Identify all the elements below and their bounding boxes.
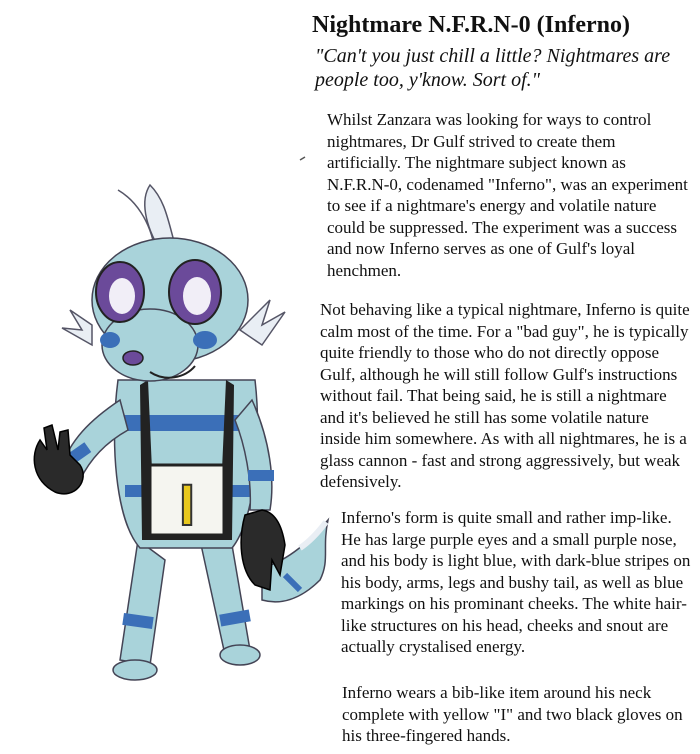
nose [123, 351, 143, 365]
bib-letter: I [178, 473, 196, 538]
character-quote: "Can't you just chill a little? Nightmares are people too, y'know. Sort of." [315, 45, 671, 91]
page-title: Nightmare N.F.R.N-0 (Inferno) [312, 12, 630, 38]
paragraph-outfit: Inferno wears a bib-like item around his neck complete with yellow "I" and two black gloves on his three-fingered hands. [342, 683, 683, 745]
paragraph-appearance: Inferno's form is quite small and rather imp-like. He has large purple eyes and a small purple nose, and his body is light blue, with dark-blue stripes on his body, arms, legs and bushy tail, as well as blue markings on his prominant cheeks. The white hair-like structures on his head, cheeks and snout are actually crystalised energy. [341, 508, 691, 656]
legs [113, 540, 260, 680]
paragraph-personality: Not behaving like a typical nightmare, Inferno is quite calm most of the time. For a "bad guy", he is typically quite friendly to those who do not directly oppose Gulf, although he will still follow Gulf's instructions without fail. That being said, he is still a nightmare and it's believed he still has some volatile nature inside him somewhere. As with all nightmares, he is a glass cannon - fast and strong aggressively, but weak defensively. [320, 300, 690, 491]
inferno-illustration [0, 0, 340, 754]
cheek-marking [193, 331, 217, 349]
head [62, 185, 285, 381]
paragraph-origin: Whilst Zanzara was looking for ways to control nightmares, Dr Gulf strived to create them artificially. The nightmare subject known as N.F.R.N-0, codenamed "Inferno", was an experiment to see if a nightmare's energy and volatile nature could be suppressed. The experiment was a success and now Inferno serves as one of Gulf's loyal henchmen. [327, 110, 688, 280]
